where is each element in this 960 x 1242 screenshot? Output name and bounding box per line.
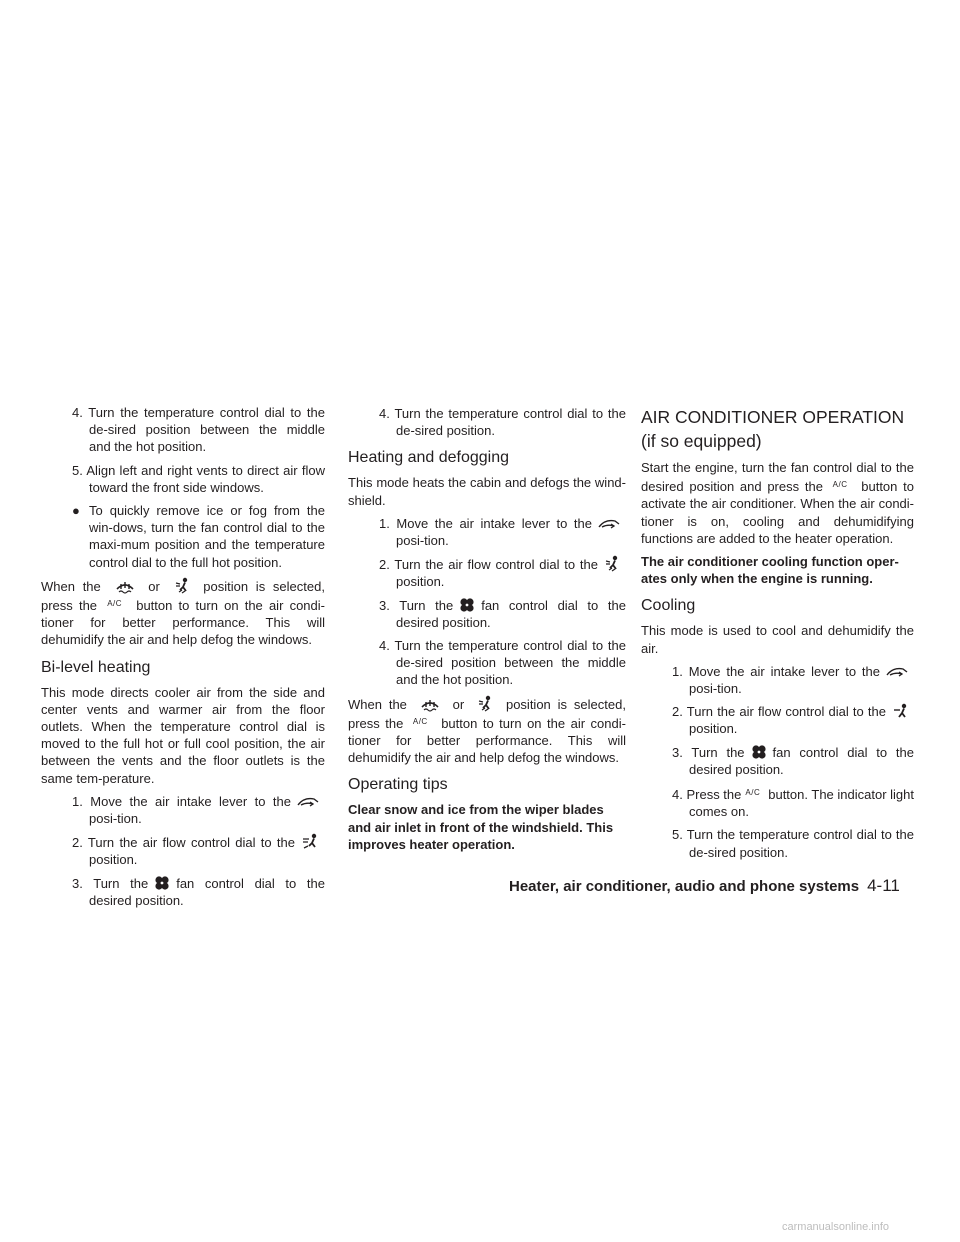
step-5: 5. Align left and right vents to direct air flow toward the front side windows. [72,462,325,495]
column-right [641,405,914,867]
cooling-step-4 [641,784,914,820]
cooling-step-1 [641,663,914,697]
text: posi-tion. [89,811,142,827]
bullet-item [41,502,325,571]
recirculation-icon [885,664,909,679]
floor-defrost-icon [603,555,621,572]
heading-operating-tips: Operating tips [348,776,448,794]
step-4: 4. Turn the temperature control dial to the de-sired position. [379,406,626,439]
defog-step-2 [348,555,626,590]
bullet-text: To quickly remove ice or fog from the win-dows, turn the fan control dial to the maxi-mum position and the temperature control dial to the full hot position. [89,503,325,570]
bilevel-intro: This mode directs cooler air from the side and center vents and warmer air from the floor outlets. When the temperature control dial is moved to the full hot or full cool position, the air between the vents and the floor outlets is the same tem-perature. [41,684,325,786]
text: posi-tion. [396,533,449,549]
watermark: carmanualsonline.info [782,1221,890,1233]
ac-button-icon: A/C [107,599,123,609]
text: 2. Turn the air flow control dial to the [72,835,295,851]
floor-defrost-icon [173,577,191,594]
cooling-intro: This mode is used to cool and dehumidify the air. [641,623,914,656]
ac-engine-note: The air conditioner cooling function oper-ates only when the engine is running. [641,554,899,587]
ac-intro-b: button to activate the air conditioner. When the air condi-tioner is on, cooling and dehumidifying functions are added to the heater operation. [641,479,914,546]
text: fan control dial to the desired position. [396,597,626,630]
page-footer [509,876,919,896]
ac-button-icon: A/C [832,480,848,490]
text: position. [89,852,138,868]
text: fan control dial to the desired position. [89,875,325,908]
defog-note [348,695,626,767]
heading-cooling: Cooling [641,597,696,615]
text: 2. Turn the air flow control dial to the [379,557,598,573]
text: 1. Move the air intake lever to the [379,515,592,531]
fan-icon [458,597,476,613]
recirculation-icon [296,794,320,809]
heading-air-conditioner-operation: AIR CONDITIONER OPERATION (if so equipped) [641,407,905,451]
defog-step-3 [348,597,626,631]
text: 3. Turn the [379,597,454,613]
ac-button-icon: A/C [745,788,761,798]
text: fan control dial to the desired position. [689,744,914,777]
ac-intro-a: Start the engine, turn the fan control dial to the desired position and press the [641,460,914,495]
ac-intro [641,459,914,547]
page-number: 4-11 [867,876,900,895]
tips-text: Clear snow and ice from the wiper blades and air inlet in front of the windshield. This improves heater operation. [348,802,614,852]
fan-icon [153,875,171,891]
text: position. [689,721,738,737]
note-text-c: button to turn on the air condi-tioner for better performance. This will dehumidify the air and help defog the windows. [348,715,626,766]
bilevel-step-3 [41,875,325,909]
bullet-icon: ● [72,503,80,519]
vent-icon [891,703,909,719]
text: button. The indicator light comes on. [689,787,914,820]
defog-note [41,577,325,649]
footer-section-title: Heater, air conditioner, audio and phone systems [509,878,860,895]
step-4: 4. Turn the temperature control dial to the de-sired position between the middle and the hot position. [72,405,325,455]
note-text-a: When the [41,578,101,594]
floor-defrost-icon [476,695,494,712]
ac-button-icon: A/C [412,716,428,726]
note-text-b: position is selected, press the [348,696,626,731]
bilevel-step-2 [41,833,325,868]
note-text-b: position is selected, press the [41,578,325,614]
heading-heating-and-defogging: Heating and defogging [348,449,510,467]
defog-step-4: 4. Turn the temperature control dial to the de-sired position between the middle and the hot position. [379,638,626,688]
note-text-c: button to turn on the air condi-tioner for better performance. This will dehumidify the air and help defog the windows. [41,598,325,648]
text: posi-tion. [689,681,742,697]
bilevel-icon [300,833,320,850]
text: 4. Press the [672,787,742,803]
cooling-step-3 [641,744,914,778]
text: 1. Move the air intake lever to the [672,663,880,679]
defog-intro: This mode heats the cabin and defogs the wind-shield. [348,475,626,508]
defog-step-1 [348,515,626,549]
text: position. [396,574,445,590]
text: 3. Turn the [672,744,745,760]
text: 1. Move the air intake lever to the [72,793,291,809]
note-text-or: or [148,578,160,594]
text: 2. Turn the air flow control dial to the [672,704,886,720]
text: 3. Turn the [72,875,149,891]
column-left [41,404,325,915]
bilevel-step-1 [41,793,325,827]
defrost-icon [114,577,136,594]
cooling-step-5: 5. Turn the temperature control dial to the de-sired position. [672,827,914,860]
fan-icon [750,744,768,760]
recirculation-icon [597,516,621,531]
note-text-or: or [452,696,465,712]
column-middle [348,405,626,859]
cooling-step-2 [641,703,914,737]
heading-bilevel-heating: Bi-level heating [41,658,151,676]
note-text-a: When the [348,696,407,712]
defrost-icon [419,695,441,712]
